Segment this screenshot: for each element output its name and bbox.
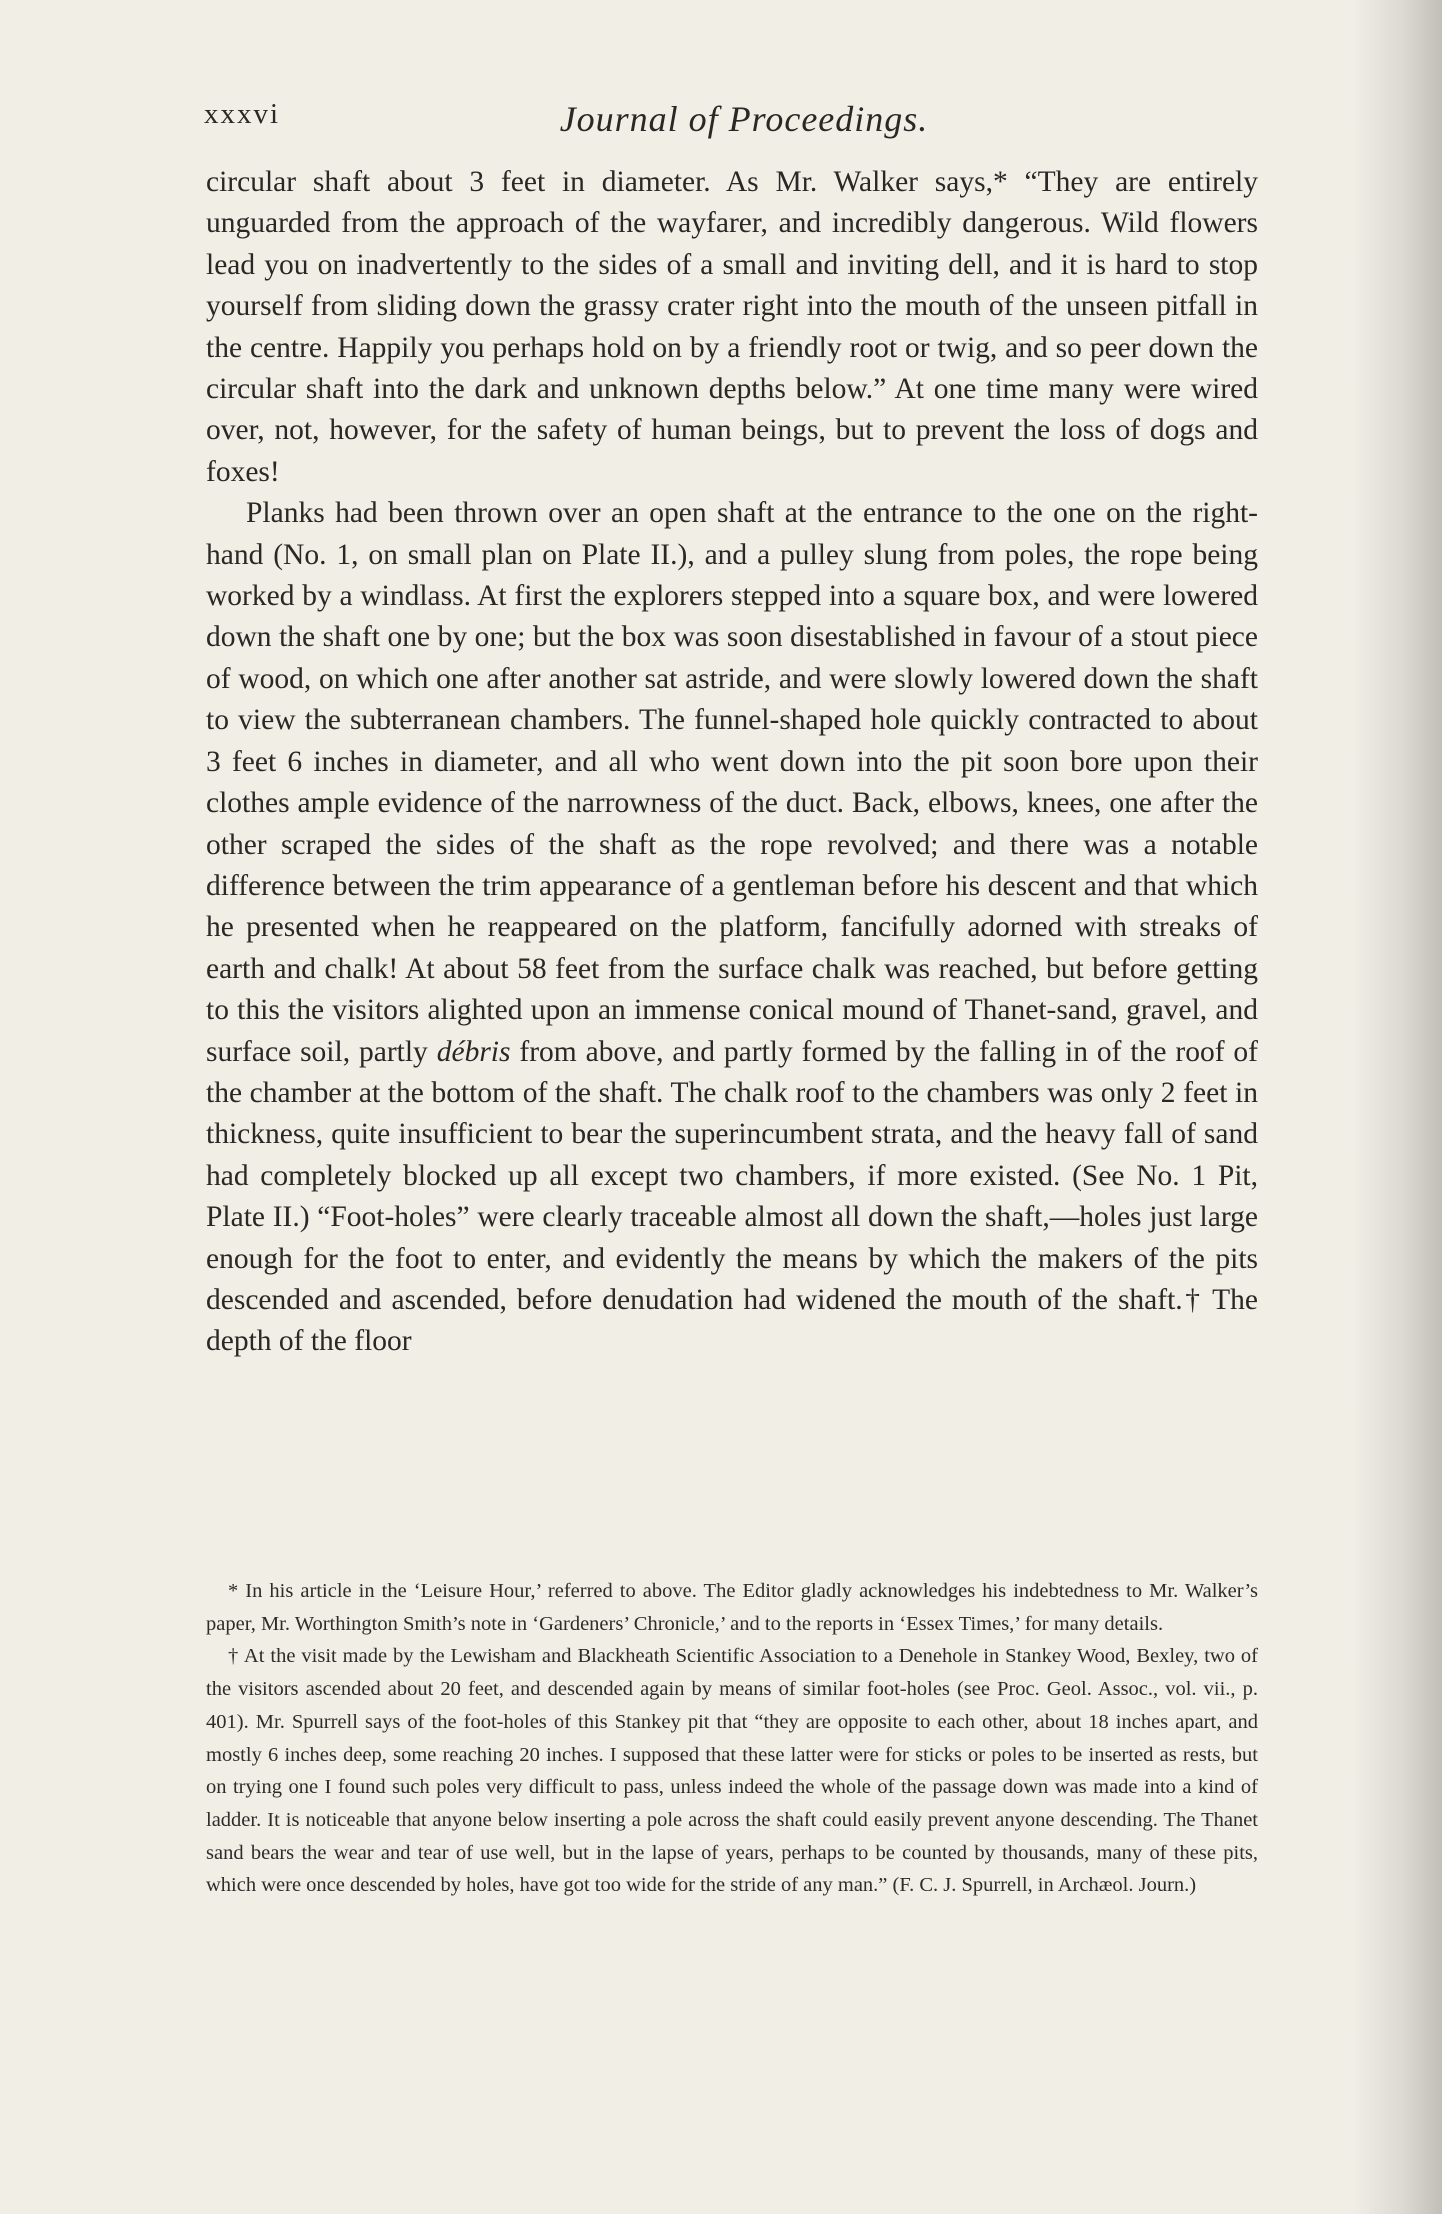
running-title: Journal of Proceedings. — [559, 99, 929, 139]
page-header — [204, 98, 1254, 138]
footnote-dagger: † At the visit made by the Lewisham and Blackheath Scientific Association to a Denehole in Stankey Wood, Bexley, two of the visitors ascended about 20 feet, and descended again by means of similar foot-holes (see Proc. Geol. Assoc., vol. vii., p. 401). Mr. Spurrell says of the foot-holes of this Stankey pit that “they are opposite to each other, about 18 inches apart, and mostly 6 inches deep, some reaching 20 inches. I supposed that these latter were for sticks or poles to be inserted as rests, but on trying one I found such poles very difficult to pass, unless indeed the whole of the passage down was made into a kind of ladder. It is noticeable that anyone below inserting a pole across the shaft could easily prevent anyone descending. The Thanet sand bears the wear and tear of use well, but in the lapse of years, perhaps to be counted by thousands, many of these pits, which were once descended by holes, have got too wide for the stride of any man.” (F. C. J. Spurrell, in Archæol. Journ.) — [206, 1645, 1258, 1897]
footnote-asterisk: * In his article in the ‘Leisure Hour,’ referred to above. The Editor gladly acknowledges his indebtedness to Mr. Walker’s paper, Mr. Worthington Smith’s note in ‘Gardeners’ Chronicle,’ and to the reports in ‘Essex Times,’ for many details. — [206, 1580, 1258, 1635]
body-paragraph-2-text: Planks had been thrown over an open shaft at the entrance to the one on the right-hand (No. 1, on small plan on Plate II.), and a pulley slung from poles, the rope being worked by a windlass. At first the explorers stepped into a square box, and were lowered down the shaft one by one; but the box was soon disestablished in favour of a stout piece of wood, on which one after another sat astride, and were slowly lowered down the shaft to view the subterranean chambers. The funnel-shaped hole quickly contracted to about 3 feet 6 inches in diameter, and all who went down into the pit soon bore upon their clothes ample evidence of the narrowness of the duct. Back, elbows, knees, one after the other scraped the sides of the shaft as the rope revolved; and there was a notable difference between the trim appearance of a gentleman before his descent and that which he presented when he reappeared on the platform, fancifully adorned with streaks of earth and chalk! At about 58 feet from the surface chalk was reached, but before getting to this the visitors alighted upon an immense conical mound of Thanet-sand, gravel, and surface soil, partly — [206, 497, 1258, 1068]
body-paragraph-2 — [206, 493, 1258, 1363]
footnotes — [206, 1575, 1258, 1902]
body-paragraph-2-continuation: from above, and partly formed by the falling in of the roof of the chamber at the bottom of the shaft. The chalk roof to the chambers was only 2 feet in thickness, quite insufficient to bear the superincumbent strata, and the heavy fall of sand had completely blocked up all except two chambers, if more existed. (See No. 1 Pit, Plate II.) “Foot-holes” were clearly traceable almost all down the shaft,—holes just large enough for the foot to enter, and evidently the means by which the makers of the pits descended and ascended, before denudation had widened the mouth of the shaft.† The depth of the floor — [206, 1035, 1259, 1358]
body-paragraph-1: circular shaft about 3 feet in diameter. As Mr. Walker says,* “They are entirely unguarded from the approach of the wayfarer, and incredibly dangerous. Wild flowers lead you on inadvertently to the sides of a small and inviting dell, and it is hard to stop yourself from sliding down the grassy crater right into the mouth of the unseen pitfall in the centre. Happily you perhaps hold on by a friendly root or twig, and so peer down the circular shaft into the dark and unknown depths below.” At one time many were wired over, not, however, for the safety of human beings, but to prevent the loss of dogs and foxes! — [206, 166, 1258, 488]
body-paragraph-2-italic: débris — [436, 1035, 511, 1068]
page-edge-shadow — [1352, 0, 1442, 2214]
page-number: xxxvi — [204, 98, 281, 130]
body-text — [206, 162, 1258, 1363]
